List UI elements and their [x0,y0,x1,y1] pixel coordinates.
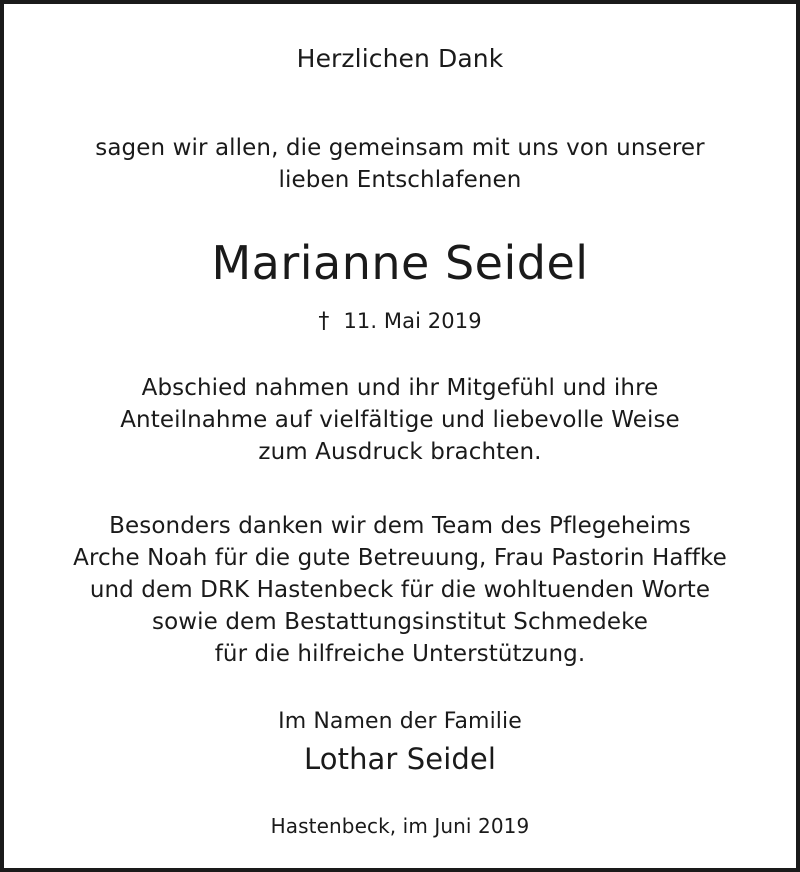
cross-icon: † [318,309,330,334]
thanks-paragraph-1 [4,372,796,468]
deceased-name: Marianne Seidel [211,236,589,290]
paragraph-2-line-2: Arche Noah für die gute Betreuung, Frau Pastorin Haffke [73,545,727,571]
intro-line-1: sagen wir allen, die gemeinsam mit uns von unserer [95,135,705,161]
paragraph-1-line-3: zum Ausdruck brachten. [258,439,542,465]
thanks-paragraph-2 [4,510,796,670]
signer-name: Lothar Seidel [304,742,496,776]
paragraph-1-line-1: Abschied nahmen und ihr Mitgefühl und ihre [141,375,659,401]
place-and-date: Hastenbeck, im Juni 2019 [270,814,530,838]
death-date-line [4,309,796,334]
intro-line-2: lieben Entschlafenen [278,167,522,193]
family-label: Im Namen der Familie [278,709,522,734]
intro-text [4,132,796,196]
paragraph-2-line-5: für die hilfreiche Unterstützung. [214,641,586,667]
paragraph-2-line-4: sowie dem Bestattungsinstitut Schmedeke [152,609,648,635]
notice-heading: Herzlichen Dank [296,44,504,73]
paragraph-2-line-1: Besonders danken wir dem Team des Pflegeheims [109,513,691,539]
death-date: 11. Mai 2019 [343,309,482,333]
paragraph-2-line-3: und dem DRK Hastenbeck für die wohltuenden Worte [89,577,711,603]
paragraph-1-line-2: Anteilnahme auf vielfältige und liebevolle Weise [120,407,680,433]
